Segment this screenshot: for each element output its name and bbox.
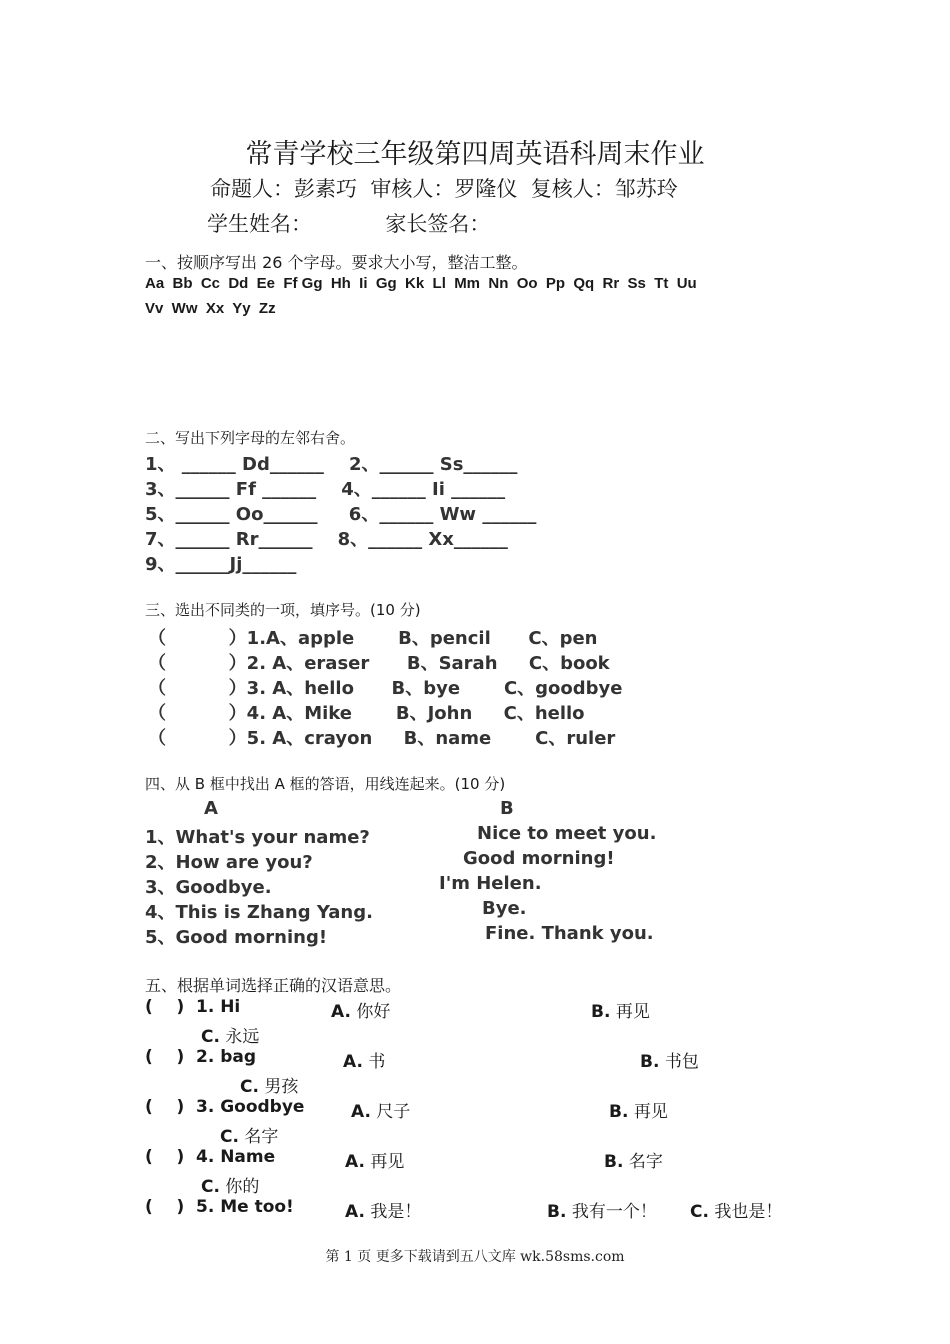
option-b: B. 再见 [609, 1102, 668, 1122]
match-b-item: Good morning! [463, 848, 615, 869]
neighbor-row: 7、______ Rr______ 8、______ Xx______ [145, 529, 508, 550]
answer-paren: ( ) [145, 997, 185, 1017]
option-a: A. 我是！ [345, 1202, 422, 1222]
option-a: A. 你好 [331, 1002, 391, 1022]
option-b: B. 我有一个！ [547, 1202, 657, 1222]
option-b: B. 名字 [604, 1152, 663, 1172]
answer-paren: ( ) [145, 1147, 185, 1167]
match-a-item: 4、This is Zhang Yang. [145, 902, 373, 923]
question-word: 5. Me too! [196, 1197, 294, 1217]
neighbor-row: 5、______ Oo______ 6、______ Ww ______ [145, 504, 537, 525]
match-b-item: Nice to meet you. [477, 823, 657, 844]
option-c: C. 男孩 [240, 1077, 299, 1097]
section2-heading: 二、写出下列字母的左邻右舍。 [145, 429, 356, 447]
answer-paren: ( ) [145, 1197, 185, 1217]
section1-heading: 一、按顺序写出 26 个字母。要求大小写，整洁工整。 [145, 253, 528, 272]
match-b-item: I'm Helen. [439, 873, 542, 894]
neighbor-row: 1、 ______ Dd______ 2、______ Ss______ [145, 454, 518, 475]
option-c: C. 我也是！ [690, 1202, 783, 1222]
match-b-item: Bye. [482, 898, 527, 919]
question-word: 1. Hi [196, 997, 241, 1017]
question-word: 3. Goodbye [196, 1097, 305, 1117]
option-c: C. 你的 [201, 1177, 260, 1197]
option-b: B. 再见 [591, 1002, 650, 1022]
option-c: C. 永远 [201, 1027, 260, 1047]
page-title: 常青学校三年级第四周英语科周末作业 [245, 139, 705, 170]
option-a: A. 书 [343, 1052, 386, 1072]
student-parent-line: 学生姓名： 家长签名： [207, 212, 491, 236]
column-a-label: A [204, 798, 218, 819]
question-word: 2. bag [196, 1047, 257, 1067]
alphabet-line-2: Vv Ww Xx Yy Zz [145, 300, 276, 317]
option-b: B. 书包 [640, 1052, 699, 1072]
match-a-item: 3、Goodbye. [145, 877, 272, 898]
section3-heading: 三、选出不同类的一项，填序号。(10 分) [145, 601, 421, 619]
staff-line: 命题人：彭素巧 审核人：罗隆仪 复核人：邹苏玲 [210, 177, 678, 201]
column-b-label: B [500, 798, 514, 819]
option-a: A. 尺子 [351, 1102, 411, 1122]
match-b-item: Fine. Thank you. [485, 923, 654, 944]
answer-paren: ( ) [145, 1047, 185, 1067]
match-a-item: 1、What's your name? [145, 827, 370, 848]
odd-one-out-row: （ ）1.A、apple B、pencil C、pen [148, 628, 598, 649]
page-footer: 第 1 页 更多下载请到五八文库 wk.58sms.com [325, 1249, 625, 1265]
option-a: A. 再见 [345, 1152, 405, 1172]
answer-paren: ( ) [145, 1097, 185, 1117]
section5-heading: 五、根据单词选择正确的汉语意思。 [145, 976, 402, 995]
neighbor-row: 9、______Jj______ [145, 554, 297, 575]
match-a-item: 5、Good morning! [145, 927, 328, 948]
match-a-item: 2、How are you? [145, 852, 313, 873]
option-c: C. 名字 [220, 1127, 279, 1147]
question-word: 4. Name [196, 1147, 276, 1167]
odd-one-out-row: （ ）4. A、Mike B、John C、hello [148, 703, 585, 724]
odd-one-out-row: （ ）2. A、eraser B、Sarah C、book [148, 653, 610, 674]
alphabet-line-1: Aa Bb Cc Dd Ee Ff Gg Hh Ii Gg Kk Ll Mm Nn Oo Pp Qq Rr Ss Tt Uu [145, 275, 697, 292]
odd-one-out-row: （ ）3. A、hello B、bye C、goodbye [148, 678, 623, 699]
section4-heading: 四、从 B 框中找出 A 框的答语，用线连起来。(10 分) [145, 775, 506, 793]
neighbor-row: 3、______ Ff ______ 4、______ Ii ______ [145, 479, 506, 500]
odd-one-out-row: （ ）5. A、crayon B、name C、ruler [148, 728, 616, 749]
